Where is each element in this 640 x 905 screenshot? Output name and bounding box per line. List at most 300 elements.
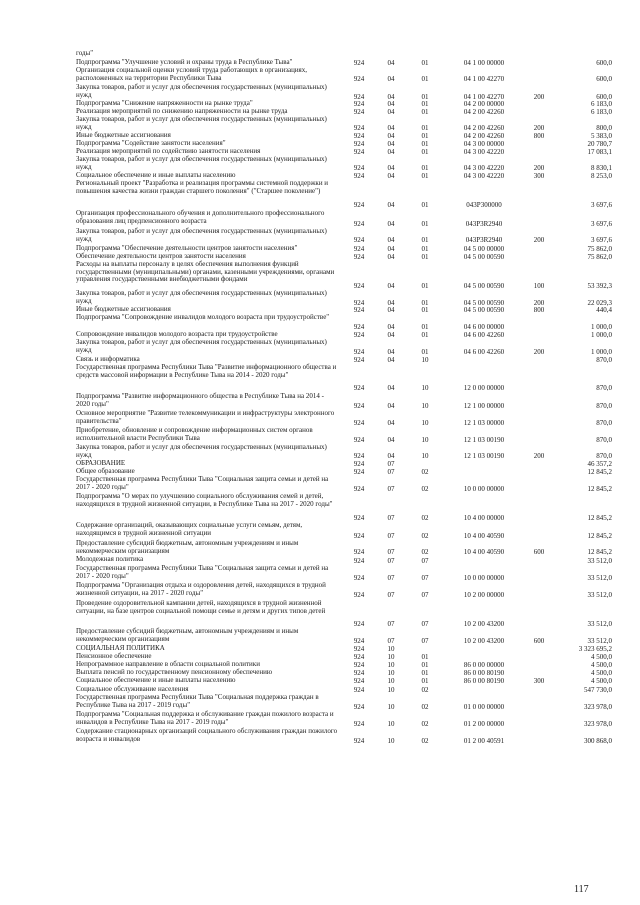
- cell-target-article: 10 0 00 00000: [463, 484, 505, 493]
- cell-expense-type: 200: [533, 235, 545, 244]
- cell-podrazdel: 02: [421, 736, 429, 745]
- cell-vedomstvo: 924: [353, 531, 365, 540]
- cell-sum: 3 697,6: [591, 200, 612, 209]
- cell-target-article: 04 2 00 42260: [463, 131, 505, 140]
- cell-sum: 800,0: [596, 123, 612, 132]
- table-row: [0, 261, 640, 290]
- cell-sum: 20 780,7: [587, 139, 612, 148]
- cell-razdel: 04: [387, 107, 395, 116]
- cell-sum: 33 512,0: [587, 590, 612, 599]
- cell-razdel: 04: [387, 139, 395, 148]
- cell-target-article: 04 3 00 00000: [463, 139, 505, 148]
- row-name: Непрограммное направление в области социальной политики: [76, 660, 260, 668]
- cell-razdel: 04: [387, 235, 395, 244]
- cell-podrazdel: 07: [421, 573, 429, 582]
- table-row: [0, 180, 640, 209]
- cell-vedomstvo: 924: [353, 163, 365, 172]
- row-name: Подпрограмма "Социальная поддержка и обслуживание граждан пожилого возраста и инвалидов в Республике Тыва на 2017 - 2019 годы": [76, 710, 334, 726]
- cell-podrazdel: 01: [421, 58, 429, 67]
- cell-podrazdel: 10: [421, 451, 429, 460]
- row-name: Закупка товаров, работ и услуг для обеспечения государственных (муниципальных) нужд: [76, 338, 327, 354]
- table-row: [0, 677, 640, 685]
- cell-sum: 300 868,0: [584, 736, 612, 745]
- cell-podrazdel: 10: [421, 355, 429, 364]
- cell-sum: 4 500,0: [591, 676, 612, 685]
- table-row: [0, 67, 640, 83]
- cell-podrazdel: 01: [421, 99, 429, 108]
- cell-razdel: 10: [387, 660, 395, 669]
- row-name: Пенсионное обеспечение: [76, 652, 152, 660]
- cell-sum: 600,0: [596, 58, 612, 67]
- cell-vedomstvo: 924: [353, 244, 365, 253]
- cell-sum: 870,0: [596, 383, 612, 392]
- cell-podrazdel: 01: [421, 652, 429, 661]
- cell-vedomstvo: 924: [353, 685, 365, 694]
- table-row: [0, 156, 640, 172]
- row-name: Подпрограмма "Обеспечение деятельности центров занятости населения": [76, 244, 298, 252]
- cell-sum: 547 730,0: [584, 685, 612, 694]
- row-name: Проведение оздоровительной кампании детей, находящихся в трудной жизненной ситуации, на базе центров социальной помощи семье и детям и других типов детей: [76, 599, 326, 615]
- cell-vedomstvo: 924: [353, 590, 365, 599]
- row-name: Социальное обеспечение и иные выплаты населению: [76, 676, 236, 684]
- cell-target-article: 04 2 00 42260: [463, 107, 505, 116]
- cell-razdel: 10: [387, 685, 395, 694]
- cell-vedomstvo: 924: [353, 702, 365, 711]
- cell-podrazdel: 07: [421, 619, 429, 628]
- cell-vedomstvo: 924: [353, 139, 365, 148]
- cell-vedomstvo: 924: [353, 668, 365, 677]
- cell-vedomstvo: 924: [353, 660, 365, 669]
- cell-target-article: 04 5 00 00590: [463, 281, 505, 290]
- cell-vedomstvo: 924: [353, 58, 365, 67]
- cell-razdel: 10: [387, 702, 395, 711]
- cell-target-article: 10 2 00 43200: [463, 636, 505, 645]
- cell-razdel: 04: [387, 252, 395, 261]
- cell-podrazdel: 01: [421, 305, 429, 314]
- cell-podrazdel: 01: [421, 668, 429, 677]
- row-name: Государственная программа Республики Тыва "Развитие информационного общества и средств массовой информации в Республике Тыва на 2014 - 2020 годы": [76, 363, 337, 379]
- cell-vedomstvo: 924: [353, 74, 365, 83]
- cell-podrazdel: 10: [421, 418, 429, 427]
- cell-sum: 12 845,2: [587, 531, 612, 540]
- table-row: [0, 364, 640, 392]
- cell-expense-type: 200: [533, 451, 545, 460]
- cell-podrazdel: 02: [421, 531, 429, 540]
- row-name: Организация социальной оценки условий труда работающих в организациях, расположенных на территории Республики Тыва: [76, 66, 308, 82]
- cell-target-article: 04 3 00 42220: [463, 163, 505, 172]
- row-name: Расходы на выплаты персоналу в целях обеспечения выполнения функций государственными (муниципальными) органами, казенными учреждениями, органами управления государственными внебюджетными фондами: [76, 260, 335, 283]
- cell-target-article: 86 0 00 80190: [463, 668, 505, 677]
- table-row: [0, 728, 640, 745]
- cell-podrazdel: 01: [421, 200, 429, 209]
- cell-target-article: 04 2 00 42260: [463, 123, 505, 132]
- cell-razdel: 04: [387, 347, 395, 356]
- table-row: [0, 522, 640, 540]
- page-number: 117: [574, 884, 589, 895]
- table-row: [0, 50, 640, 58]
- cell-sum: 5 383,0: [591, 131, 612, 140]
- cell-vedomstvo: 924: [353, 451, 365, 460]
- table-row: [0, 339, 640, 356]
- row-name: Закупка товаров, работ и услуг для обеспечения государственных (муниципальных) нужд: [76, 289, 327, 305]
- cell-podrazdel: 02: [421, 513, 429, 522]
- cell-podrazdel: 02: [421, 685, 429, 694]
- cell-razdel: 04: [387, 298, 395, 307]
- cell-expense-type: 800: [533, 305, 545, 314]
- cell-sum: 8 253,0: [591, 171, 612, 180]
- cell-podrazdel: 01: [421, 347, 429, 356]
- cell-sum: 33 512,0: [587, 556, 612, 565]
- table-row: [0, 314, 640, 331]
- cell-sum: 4 500,0: [591, 652, 612, 661]
- cell-razdel: 07: [387, 547, 395, 556]
- row-name: Иные бюджетные ассигнования: [76, 131, 171, 139]
- cell-vedomstvo: 924: [353, 401, 365, 410]
- cell-sum: 22 029,3: [587, 298, 612, 307]
- cell-target-article: 12 1 03 00190: [463, 435, 505, 444]
- cell-expense-type: 600: [533, 547, 545, 556]
- cell-sum: 12 845,2: [587, 513, 612, 522]
- cell-razdel: 04: [387, 355, 395, 364]
- cell-podrazdel: 07: [421, 556, 429, 565]
- table-row: [0, 210, 640, 228]
- cell-vedomstvo: 924: [353, 619, 365, 628]
- cell-target-article: 04 1 00 42270: [463, 92, 505, 101]
- row-name: Подпрограмма "Снижение напряженности на рынке труда": [76, 99, 253, 107]
- cell-target-article: 04 5 00 00590: [463, 298, 505, 307]
- cell-podrazdel: 01: [421, 123, 429, 132]
- cell-vedomstvo: 924: [353, 305, 365, 314]
- cell-sum: 870,0: [596, 435, 612, 444]
- cell-podrazdel: 01: [421, 322, 429, 331]
- cell-razdel: 04: [387, 99, 395, 108]
- cell-podrazdel: 02: [421, 547, 429, 556]
- cell-podrazdel: 01: [421, 660, 429, 669]
- row-name: Предоставление субсидий бюджетным, автономным учреждениям и иным некоммерческим организациям: [76, 539, 299, 555]
- cell-sum: 1 000,0: [591, 322, 612, 331]
- cell-razdel: 10: [387, 668, 395, 677]
- row-name: Закупка товаров, работ и услуг для обеспечения государственных (муниципальных) нужд: [76, 115, 327, 131]
- cell-target-article: 10 4 00 40590: [463, 547, 505, 556]
- cell-target-article: 04 2 00 00000: [463, 99, 505, 108]
- cell-podrazdel: 01: [421, 74, 429, 83]
- cell-vedomstvo: 924: [353, 467, 365, 476]
- cell-razdel: 04: [387, 131, 395, 140]
- cell-razdel: 10: [387, 736, 395, 745]
- cell-expense-type: 100: [533, 281, 545, 290]
- row-name: Общее образование: [76, 467, 135, 475]
- cell-target-article: 04 5 00 00590: [463, 305, 505, 314]
- cell-sum: 3 697,6: [591, 219, 612, 228]
- cell-razdel: 10: [387, 719, 395, 728]
- row-name: Подпрограмма "Содействие занятости населения": [76, 139, 226, 147]
- cell-sum: 33 512,0: [587, 619, 612, 628]
- row-name: Социальное обеспечение и иные выплаты населению: [76, 171, 236, 179]
- cell-target-article: 01 2 00 00000: [463, 719, 505, 728]
- table-row: [0, 493, 640, 522]
- cell-razdel: 04: [387, 200, 395, 209]
- cell-sum: 600,0: [596, 92, 612, 101]
- cell-razdel: 04: [387, 451, 395, 460]
- cell-razdel: 04: [387, 281, 395, 290]
- cell-podrazdel: 02: [421, 467, 429, 476]
- row-name: Подпрограмма "Сопровождение инвалидов молодого возраста при трудоустройстве": [76, 313, 330, 321]
- cell-vedomstvo: 924: [353, 719, 365, 728]
- cell-vedomstvo: 924: [353, 383, 365, 392]
- row-name: Основное мероприятие "Развитие телекоммуникации и инфраструктуры электронного правительства": [76, 409, 335, 425]
- cell-podrazdel: 02: [421, 719, 429, 728]
- cell-vedomstvo: 924: [353, 200, 365, 209]
- cell-vedomstvo: 924: [353, 355, 365, 364]
- cell-vedomstvo: 924: [353, 459, 365, 468]
- cell-vedomstvo: 924: [353, 573, 365, 582]
- cell-podrazdel: 01: [421, 139, 429, 148]
- cell-sum: 75 862,0: [587, 252, 612, 261]
- cell-razdel: 10: [387, 644, 395, 653]
- table-row: [0, 393, 640, 410]
- cell-target-article: 043P300000: [466, 200, 502, 209]
- cell-vedomstvo: 924: [353, 235, 365, 244]
- row-name: ОБРАЗОВАНИЕ: [76, 459, 126, 467]
- table-row: [0, 540, 640, 556]
- row-name: Сопровождение инвалидов молодого возраста при трудоустройстве: [76, 330, 278, 338]
- row-name: Региональный проект "Разработка и реализация программы системной поддержки и повышения качества жизни граждан старшего поколения" ("Старшее поколение"): [76, 179, 329, 195]
- cell-razdel: 04: [387, 123, 395, 132]
- cell-razdel: 07: [387, 467, 395, 476]
- row-name: Молодежная политика: [76, 555, 144, 563]
- cell-sum: 33 512,0: [587, 636, 612, 645]
- cell-target-article: 86 0 00 80190: [463, 676, 505, 685]
- cell-podrazdel: 01: [421, 107, 429, 116]
- cell-razdel: 04: [387, 92, 395, 101]
- cell-expense-type: 300: [533, 676, 545, 685]
- row-name: Реализация мероприятий по содействию занятости населения: [76, 147, 261, 155]
- cell-podrazdel: 01: [421, 163, 429, 172]
- cell-target-article: 12 1 03 00000: [463, 418, 505, 427]
- cell-razdel: 04: [387, 171, 395, 180]
- cell-vedomstvo: 924: [353, 547, 365, 556]
- row-name: СОЦИАЛЬНАЯ ПОЛИТИКА: [76, 644, 165, 652]
- cell-sum: 440,4: [596, 305, 612, 314]
- cell-sum: 600,0: [596, 74, 612, 83]
- row-name: Закупка товаров, работ и услуг для обеспечения государственных (муниципальных) нужд: [76, 155, 327, 171]
- table-row: [0, 565, 640, 582]
- cell-target-article: 04 1 00 42270: [463, 74, 505, 83]
- table-row: [0, 694, 640, 711]
- cell-razdel: 04: [387, 330, 395, 339]
- row-name: годы": [76, 49, 94, 57]
- cell-vedomstvo: 924: [353, 513, 365, 522]
- cell-podrazdel: 10: [421, 383, 429, 392]
- cell-sum: 12 845,2: [587, 547, 612, 556]
- table-row: [0, 427, 640, 444]
- cell-sum: 75 862,0: [587, 244, 612, 253]
- cell-podrazdel: 01: [421, 281, 429, 290]
- cell-vedomstvo: 924: [353, 281, 365, 290]
- cell-razdel: 04: [387, 74, 395, 83]
- cell-target-article: 04 6 00 42260: [463, 347, 505, 356]
- cell-vedomstvo: 924: [353, 418, 365, 427]
- cell-vedomstvo: 924: [353, 484, 365, 493]
- cell-podrazdel: 01: [421, 244, 429, 253]
- row-name: Государственная программа Республики Тыва "Социальная защита семьи и детей на 2017 - 2020 годы": [76, 475, 329, 491]
- cell-sum: 6 183,0: [591, 107, 612, 116]
- table-row: [0, 410, 640, 427]
- cell-razdel: 04: [387, 418, 395, 427]
- cell-vedomstvo: 924: [353, 99, 365, 108]
- cell-sum: 870,0: [596, 401, 612, 410]
- cell-target-article: 86 0 00 00000: [463, 660, 505, 669]
- cell-expense-type: 200: [533, 92, 545, 101]
- cell-target-article: 04 1 00 00000: [463, 58, 505, 67]
- cell-razdel: 07: [387, 619, 395, 628]
- cell-sum: 17 083,1: [587, 147, 612, 156]
- cell-expense-type: 200: [533, 123, 545, 132]
- cell-razdel: 07: [387, 484, 395, 493]
- cell-sum: 12 845,2: [587, 467, 612, 476]
- row-name: Подпрограмма "Улучшение условий и охраны труда в Республике Тыва": [76, 58, 293, 66]
- row-name: Реализация мероприятий по снижению напряженности на рынке труда: [76, 107, 288, 115]
- row-name: Предоставление субсидий бюджетным, автономным учреждениям и иным некоммерческим организациям: [76, 627, 299, 643]
- cell-target-article: 04 5 00 00590: [463, 252, 505, 261]
- cell-razdel: 04: [387, 322, 395, 331]
- row-name: Подпрограмма "О мерах по улучшению социального обслуживания семей и детей, находящихся в трудной жизненной ситуации, в Республике Тыва на 2017 - 2020 годы": [76, 492, 333, 508]
- cell-podrazdel: 01: [421, 131, 429, 140]
- cell-target-article: 01 2 00 40591: [463, 736, 505, 745]
- row-name: Приобретение, обновление и сопровождение информационных систем органов исполнительной власти Республики Тыва: [76, 426, 313, 442]
- cell-sum: 1 000,0: [591, 347, 612, 356]
- cell-sum: 33 512,0: [587, 573, 612, 582]
- cell-target-article: 10 4 00 40590: [463, 531, 505, 540]
- cell-podrazdel: 01: [421, 147, 429, 156]
- cell-razdel: 04: [387, 147, 395, 156]
- row-name: Государственная программа Республики Тыва "Социальная защита семьи и детей на 2017 - 2020 годы": [76, 564, 329, 580]
- cell-sum: 53 392,3: [587, 281, 612, 290]
- table-row: [0, 444, 640, 460]
- cell-sum: 12 845,2: [587, 484, 612, 493]
- cell-vedomstvo: 924: [353, 298, 365, 307]
- cell-podrazdel: 01: [421, 92, 429, 101]
- cell-target-article: 10 2 00 43200: [463, 619, 505, 628]
- table-row: [0, 228, 640, 244]
- cell-sum: 3 323 695,2: [578, 644, 612, 653]
- cell-target-article: 043P3R2940: [465, 219, 503, 228]
- cell-target-article: 04 6 00 42260: [463, 330, 505, 339]
- cell-podrazdel: 02: [421, 702, 429, 711]
- table-row: [0, 711, 640, 728]
- cell-target-article: 10 4 00 00000: [463, 513, 505, 522]
- table-row: [0, 628, 640, 645]
- table-row: [0, 582, 640, 599]
- cell-vedomstvo: 924: [353, 556, 365, 565]
- cell-razdel: 04: [387, 401, 395, 410]
- cell-razdel: 04: [387, 58, 395, 67]
- cell-podrazdel: 02: [421, 484, 429, 493]
- cell-sum: 870,0: [596, 418, 612, 427]
- cell-razdel: 10: [387, 652, 395, 661]
- cell-podrazdel: 10: [421, 435, 429, 444]
- table-row: [0, 600, 640, 628]
- cell-podrazdel: 01: [421, 171, 429, 180]
- cell-sum: 46 357,2: [587, 459, 612, 468]
- cell-vedomstvo: 924: [353, 652, 365, 661]
- cell-vedomstvo: 924: [353, 219, 365, 228]
- row-name: Выплата пенсий по государственному пенсионному обеспечению: [76, 668, 273, 676]
- cell-vedomstvo: 924: [353, 131, 365, 140]
- cell-vedomstvo: 924: [353, 322, 365, 331]
- cell-sum: 323 978,0: [584, 719, 612, 728]
- cell-target-article: 12 1 03 00190: [463, 451, 505, 460]
- cell-razdel: 04: [387, 305, 395, 314]
- cell-sum: 323 978,0: [584, 702, 612, 711]
- cell-podrazdel: 07: [421, 590, 429, 599]
- cell-vedomstvo: 924: [353, 676, 365, 685]
- cell-vedomstvo: 924: [353, 330, 365, 339]
- cell-target-article: 01 0 00 00000: [463, 702, 505, 711]
- row-name: Подпрограмма "Организация отдыха и оздоровления детей, находящихся в трудной жизненной ситуации, на 2017 - 2020 годы": [76, 581, 326, 597]
- cell-expense-type: 800: [533, 131, 545, 140]
- cell-target-article: 04 3 00 42220: [463, 147, 505, 156]
- cell-sum: 4 500,0: [591, 660, 612, 669]
- cell-target-article: 12 0 00 00000: [463, 383, 505, 392]
- row-name: Связь и информатика: [76, 355, 140, 363]
- row-name: Закупка товаров, работ и услуг для обеспечения государственных (муниципальных) нужд: [76, 443, 327, 459]
- cell-razdel: 04: [387, 219, 395, 228]
- cell-vedomstvo: 924: [353, 736, 365, 745]
- table-row: [0, 476, 640, 493]
- cell-vedomstvo: 924: [353, 435, 365, 444]
- cell-sum: 870,0: [596, 451, 612, 460]
- cell-vedomstvo: 924: [353, 123, 365, 132]
- cell-razdel: 04: [387, 244, 395, 253]
- cell-vedomstvo: 924: [353, 92, 365, 101]
- table-row: [0, 116, 640, 132]
- cell-sum: 1 000,0: [591, 330, 612, 339]
- cell-podrazdel: 01: [421, 298, 429, 307]
- cell-razdel: 04: [387, 163, 395, 172]
- row-name: Социальное обслуживание населения: [76, 685, 189, 693]
- cell-expense-type: 200: [533, 347, 545, 356]
- cell-razdel: 07: [387, 573, 395, 582]
- cell-expense-type: 300: [533, 171, 545, 180]
- cell-target-article: 043P3R2940: [465, 235, 503, 244]
- cell-razdel: 07: [387, 513, 395, 522]
- cell-vedomstvo: 924: [353, 107, 365, 116]
- cell-target-article: 12 1 00 00000: [463, 401, 505, 410]
- cell-razdel: 07: [387, 531, 395, 540]
- row-name: Подпрограмма "Развитие информационного общества в Республике Тыва на 2014 - 2020 годы": [76, 392, 324, 408]
- cell-razdel: 10: [387, 676, 395, 685]
- cell-vedomstvo: 924: [353, 252, 365, 261]
- cell-target-article: 10 0 00 00000: [463, 573, 505, 582]
- cell-razdel: 04: [387, 435, 395, 444]
- row-name: Содержание организаций, оказывающих социальные услуги семьям, детям, находящимся в трудной жизненной ситуации: [76, 521, 303, 537]
- cell-razdel: 07: [387, 636, 395, 645]
- row-name: Содержание стационарных организаций социального обслуживания граждан пожилого возраста и инвалидов: [76, 727, 338, 743]
- cell-vedomstvo: 924: [353, 636, 365, 645]
- cell-podrazdel: 01: [421, 676, 429, 685]
- cell-sum: 4 500,0: [591, 668, 612, 677]
- cell-sum: 6 183,0: [591, 99, 612, 108]
- cell-sum: 870,0: [596, 355, 612, 364]
- cell-sum: 3 697,6: [591, 235, 612, 244]
- cell-podrazdel: 01: [421, 252, 429, 261]
- cell-expense-type: 600: [533, 636, 545, 645]
- cell-vedomstvo: 924: [353, 147, 365, 156]
- cell-razdel: 07: [387, 590, 395, 599]
- cell-podrazdel: 07: [421, 636, 429, 645]
- cell-podrazdel: 01: [421, 219, 429, 228]
